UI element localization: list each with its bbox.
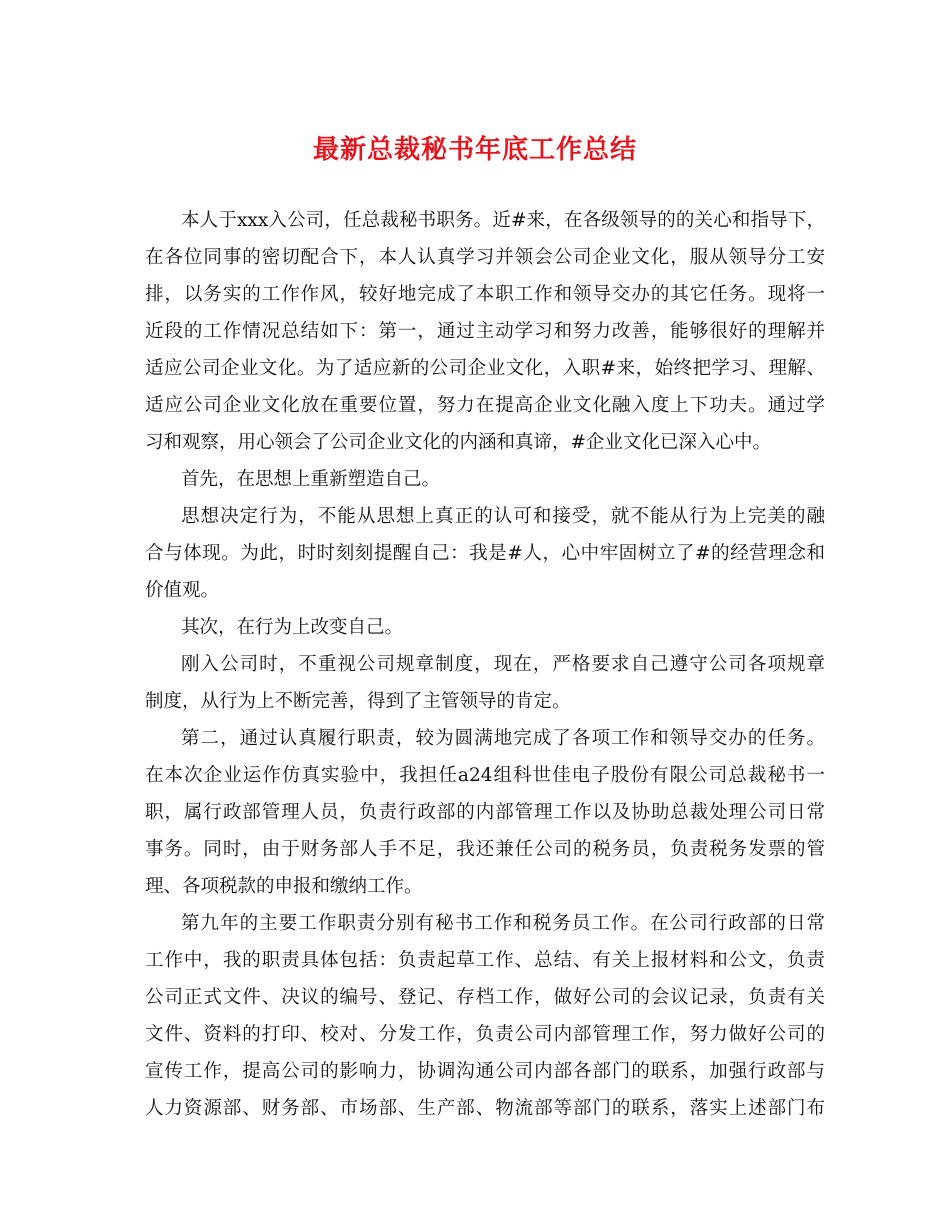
text-line: 工作中，我的职责具体包括：负责起草工作、总结、有关上报材料和公文，负责 xyxy=(145,950,825,971)
text-line: 制度，从行为上不断完善，得到了主管领导的肯定。 xyxy=(145,691,571,712)
text-line: 第九年的主要工作职责分别有秘书工作和税务员工作。在公司行政部的日常 xyxy=(181,913,825,934)
text-line: 事务。同时，由于财务部人手不足，我还兼任公司的税务员，负责税务发票的管 xyxy=(145,839,825,860)
text-line: 职，属行政部管理人员，负责行政部的内部管理工作以及协助总裁处理公司日常 xyxy=(145,802,825,823)
text-line: 本人于xxx入公司，任总裁秘书职务。近#来，在各级领导的的关心和指导下， xyxy=(181,210,825,231)
document-body xyxy=(145,202,825,1127)
text-line: 人力资源部、财务部、市场部、生产部、物流部等部门的联系，落实上述部门布 xyxy=(145,1098,825,1119)
text-line: 文件、资料的打印、校对、分发工作，负责公司内部管理工作，努力做好公司的 xyxy=(145,1024,825,1045)
document-title: 最新总裁秘书年底工作总结 xyxy=(312,135,637,165)
text-line: 合与体现。为此，时时刻刻提醒自己：我是#人，心中牢固树立了#的经营理念和 xyxy=(145,543,825,564)
text-line: 近段的工作情况总结如下：第一，通过主动学习和努力改善，能够很好的理解并 xyxy=(145,321,825,342)
text-line: 宣传工作，提高公司的影响力，协调沟通公司内部各部门的联系，加强行政部与 xyxy=(145,1061,825,1082)
text-line: 首先，在思想上重新塑造自己。 xyxy=(181,469,441,490)
text-line: 排，以务实的工作作风，较好地完成了本职工作和领导交办的其它任务。现将一 xyxy=(145,284,825,305)
text-line: 适应公司企业文化放在重要位置，努力在提高企业文化融入度上下功夫。通过学 xyxy=(145,395,825,416)
text-line: 价值观。 xyxy=(145,580,220,601)
text-line: 在本次企业运作仿真实验中，我担任a24组科世佳电子股份有限公司总裁秘书一 xyxy=(145,765,825,786)
text-line: 公司正式文件、决议的编号、登记、存档工作，做好公司的会议记录，负责有关 xyxy=(145,987,825,1008)
text-line: 习和观察，用心领会了公司企业文化的内涵和真谛，#企业文化已深入心中。 xyxy=(145,432,772,453)
text-line: 思想决定行为，不能从思想上真正的认可和接受，就不能从行为上完美的融 xyxy=(181,506,825,527)
text-line: 其次，在行为上改变自己。 xyxy=(181,617,404,638)
text-line: 在各位同事的密切配合下，本人认真学习并领会公司企业文化，服从领导分工安 xyxy=(145,247,825,268)
text-line: 第二，通过认真履行职责，较为圆满地完成了各项工作和领导交办的任务。 xyxy=(181,728,825,749)
text-line: 理、各项税款的申报和缴纳工作。 xyxy=(145,876,423,897)
text-line: 适应公司企业文化。为了适应新的公司企业文化，入职#来，始终把学习、理解、 xyxy=(145,358,825,379)
text-line: 刚入公司时，不重视公司规章制度，现在，严格要求自己遵守公司各项规章 xyxy=(181,654,825,675)
